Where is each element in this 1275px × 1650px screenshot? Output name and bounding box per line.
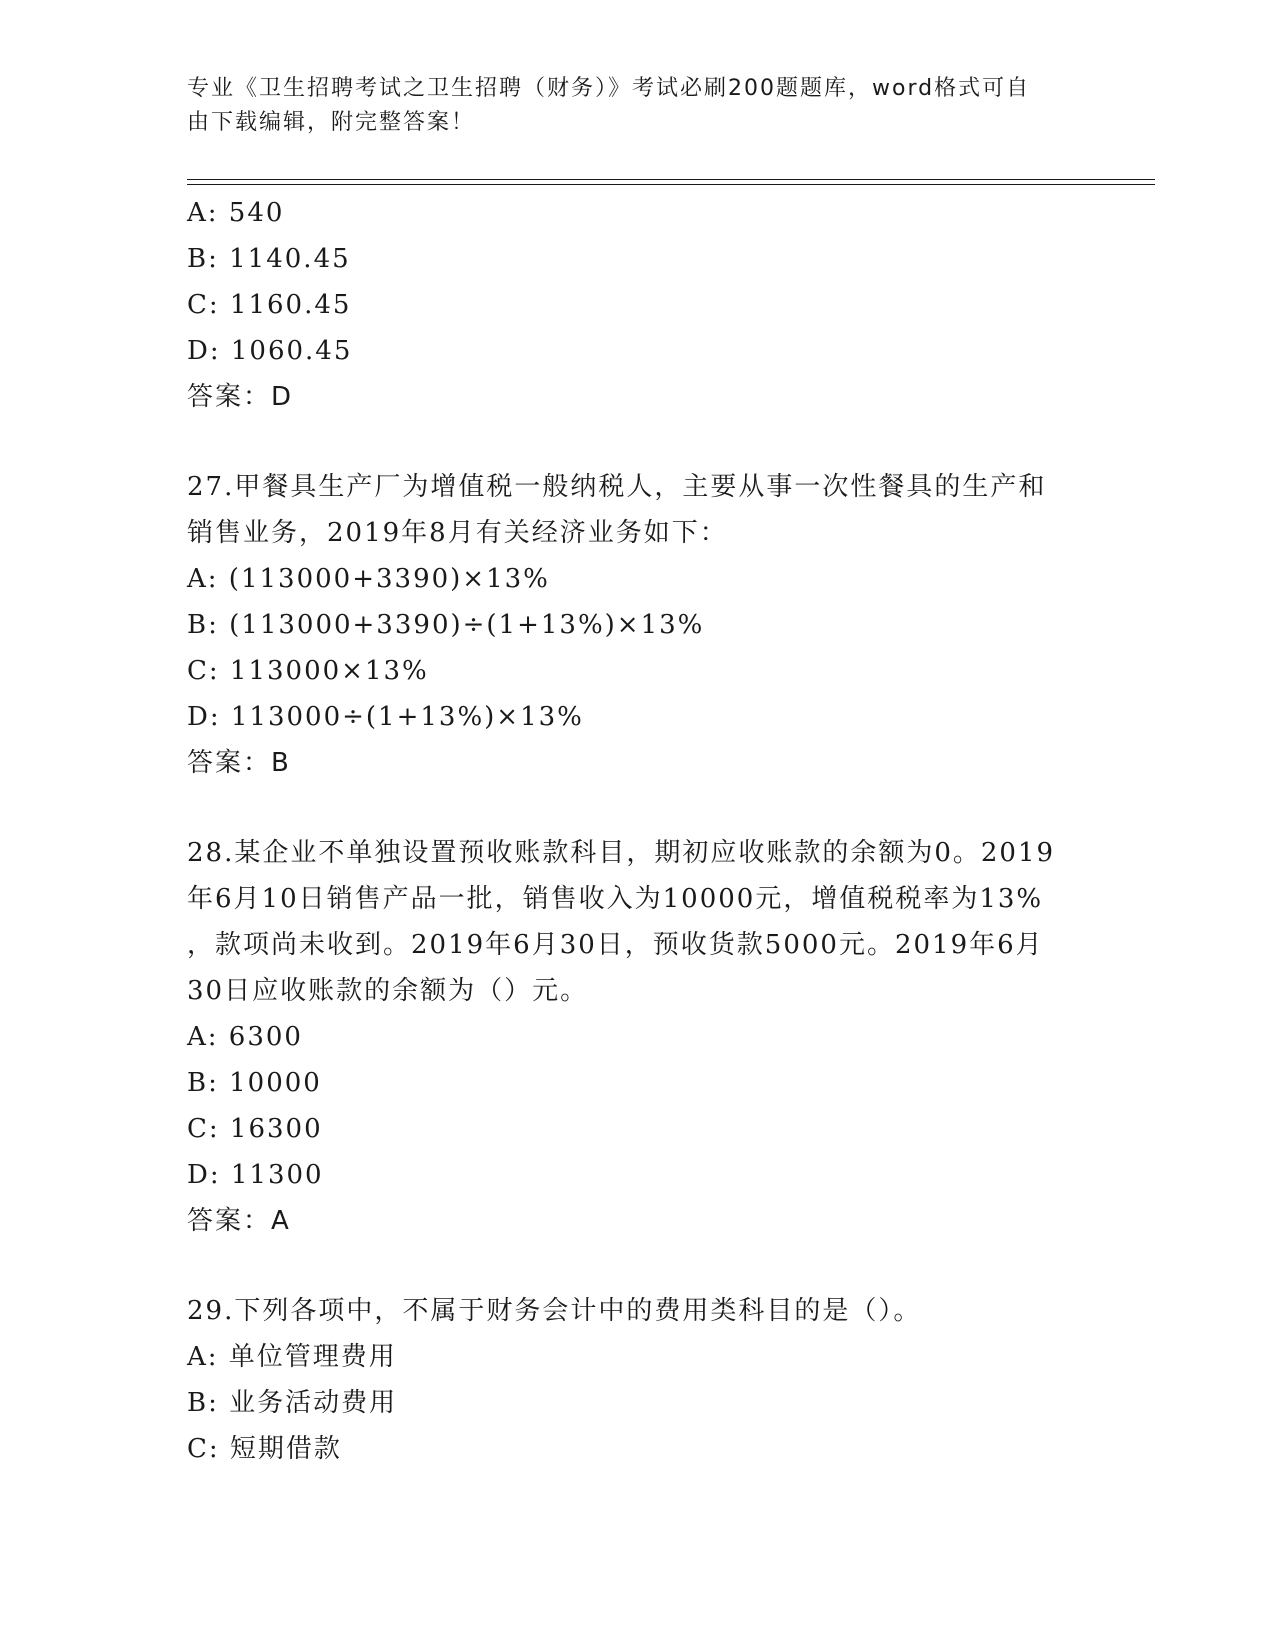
answer-line: 答案：D	[187, 382, 294, 412]
question-block-29	[187, 1288, 1087, 1472]
option-c: C: 短期借款	[187, 1434, 342, 1464]
header-rule-top	[187, 179, 1155, 180]
option-d: D: 1060.45	[187, 336, 353, 366]
header-line-2: 由下载编辑，附完整答案！	[187, 110, 476, 135]
option-c: C: 113000×13%	[187, 656, 429, 686]
question-text-line: 29.下列各项中，不属于财务会计中的费用类科目的是（）。	[187, 1296, 922, 1326]
option-c: C: 16300	[187, 1114, 323, 1144]
question-text-line: 30日应收账款的余额为（）元。	[187, 976, 589, 1006]
option-b: B: 业务活动费用	[187, 1388, 398, 1418]
option-a: A: (113000+3390)×13%	[187, 564, 550, 594]
question-text-line: 27.甲餐具生产厂为增值税一般纳税人，主要从事一次性餐具的生产和	[187, 472, 1047, 502]
question-text-line: 销售业务，2019年8月有关经济业务如下：	[187, 518, 728, 548]
answer-line: 答案：A	[187, 1206, 291, 1236]
question-text-line: 28.某企业不单独设置预收账款科目，期初应收账款的余额为0。2019	[187, 838, 1056, 868]
option-a: A: 540	[187, 198, 285, 228]
option-b: B: 10000	[187, 1068, 322, 1098]
question-block-26	[187, 190, 1087, 420]
option-b: B: (113000+3390)÷(1+13%)×13%	[187, 610, 705, 640]
answer-line: 答案：B	[187, 748, 291, 778]
option-a: A: 单位管理费用	[187, 1342, 397, 1372]
question-text-line: ，款项尚未收到。2019年6月30日，预收货款5000元。2019年6月	[187, 930, 1044, 960]
header-line-1: 专业《卫生招聘考试之卫生招聘（财务）》考试必刷200题题库，word格式可自	[187, 76, 1031, 101]
question-block-28	[187, 830, 1087, 1244]
option-d: D: 113000÷(1+13%)×13%	[187, 702, 584, 732]
option-c: C: 1160.45	[187, 290, 352, 320]
option-a: A: 6300	[187, 1022, 303, 1052]
header-rule-bottom	[187, 184, 1155, 185]
option-d: D: 11300	[187, 1160, 324, 1190]
question-block-27	[187, 464, 1087, 786]
document-header	[187, 72, 1067, 140]
question-text-line: 年6月10日销售产品一批，销售收入为10000元，增值税税率为13%	[187, 884, 1044, 914]
question-list	[187, 190, 1087, 1472]
option-b: B: 1140.45	[187, 244, 351, 274]
